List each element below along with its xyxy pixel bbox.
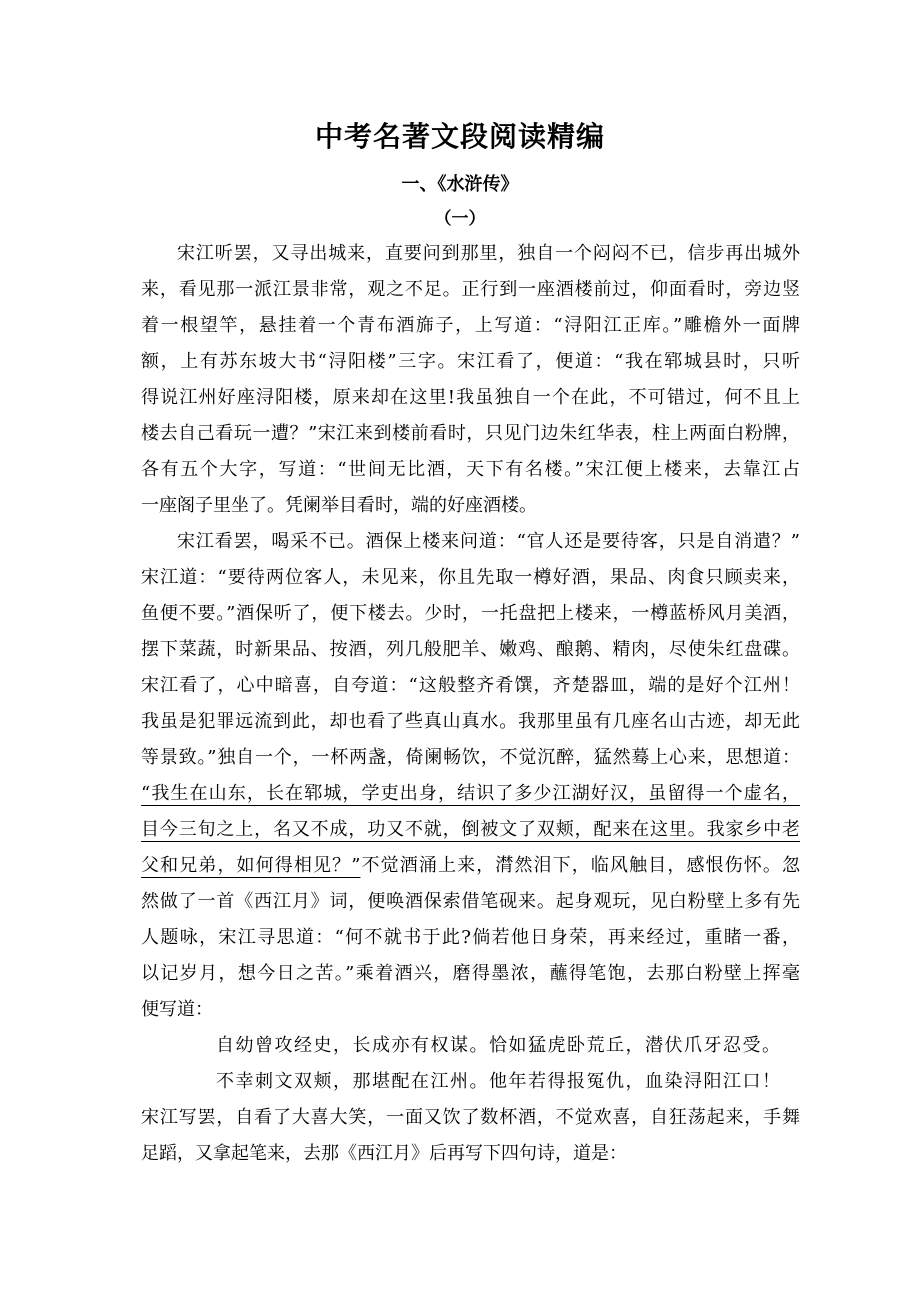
text-line [141,564,800,600]
text-line [141,384,800,420]
text-line [141,348,800,384]
text-span: 然做了一首《西江月》词，便唤酒保索借笔砚来。起身观玩，见白粉壁上多有先 [141,891,800,912]
text-line [141,960,800,996]
text-line [141,1140,800,1176]
text-line [141,240,800,276]
text-span: 各有五个大字，写道：“世间无比酒，天下有名楼。”宋江便上楼来，去靠江占 [141,459,800,480]
text-span: 宋江道：“要待两位客人，未见来，你且先取一樽好酒，果品、肉食只顾卖来， [141,567,800,588]
text-span: 鱼便不要。”酒保听了，便下楼去。少时，一托盘把上楼来，一樽蓝桥风月美酒， [141,603,800,624]
text-span: 不觉酒涌上来，潸然泪下，临风触目，感恨伤怀。忽 [360,855,801,876]
text-line [141,1032,800,1068]
text-span: 不幸刺文双颊，那堪配在江州。他年若得报冤仇，血染浔阳江口！ [216,1071,782,1092]
text-line [141,528,800,564]
text-span: 宋江看了，心中暗喜，自夸道：“这般整齐肴馔，齐楚器皿，端的是好个江州！ [141,675,800,696]
text-span: 宋江看罢，喝采不已。酒保上楼来问道：“官人还是要待客，只是自消遣？” [177,531,800,552]
text-span: 来，看见那一派江景非常，观之不足。正行到一座酒楼前过，仰面看时，旁边竖 [141,279,800,300]
underlined-text: 目今三旬之上，名又不成，功又不就，倒被文了双颊，配来在这里。我家乡中老 [141,819,800,840]
text-span: 额，上有苏东坡大书“浔阳楼”三字。宋江看了，便道：“我在郓城县时，只听 [141,351,800,372]
text-span: 自幼曾攻经史，长成亦有权谋。恰如猛虎卧荒丘，潜伏爪牙忍受。 [216,1035,782,1056]
chapter-heading: 一、《水浒传》 [401,174,519,195]
text-line [141,924,800,960]
text-span: 宋江写罢，自看了大喜大笑，一面又饮了数杯酒，不觉欢喜，自狂荡起来，手舞 [141,1107,800,1128]
text-line [141,276,800,312]
text-line [141,744,800,780]
text-span: 以记岁月，想今日之苦。”乘着酒兴，磨得墨浓，蘸得笔饱，去那白粉壁上挥毫 [141,963,800,984]
text-span: 便写道： [141,999,213,1020]
text-span: 宋江听罢，又寻出城来，直要问到那里，独自一个闷闷不已，信步再出城外 [177,243,800,264]
underlined-text: 父和兄弟，如何得相见？” [141,855,361,876]
text-span: 摆下菜蔬，时新果品、按酒，列几般肥羊、嫩鸡、酿鹅、精肉，尽使朱红盘碟。 [141,639,800,660]
text-line [141,492,800,528]
section-number: （一） [434,209,486,229]
text-line [141,1068,800,1104]
text-line [141,636,800,672]
text-span: 着一根望竿，悬挂着一个青布酒旆子，上写道：“浔阳江正库。”雕檐外一面牌 [141,315,800,336]
text-line [141,888,800,924]
text-line [141,816,800,852]
underlined-text: “我生在山东，长在郓城，学吏出身，结识了多少江湖好汉，虽留得一个虚名， [141,783,800,804]
text-line [141,456,800,492]
text-line [141,1104,800,1140]
text-span: 楼去自己看玩一遭？”宋江来到楼前看时，只见门边朱红华表，柱上两面白粉牌， [141,423,800,444]
text-span: 得说江州好座浔阳楼，原来却在这里!我虽独自一个在此，不可错过，何不且上 [141,387,800,408]
text-span: 人题咏，宋江寻思道：“何不就书于此?倘若他日身荣，再来经过，重睹一番， [141,927,800,948]
text-span: 等景致。”独自一个，一杯两盏，倚阑畅饮，不觉沉醉，猛然蓦上心来，思想道： [141,747,800,768]
text-line [141,780,800,816]
text-line [141,420,800,456]
text-span: 我虽是犯罪远流到此，却也看了些真山真水。我那里虽有几座名山古迹，却无此 [141,711,800,732]
text-line [141,312,800,348]
document-body [141,240,800,1176]
text-span: 一座阁子里坐了。凭阑举目看时，端的好座酒楼。 [141,495,537,516]
text-line [141,672,800,708]
text-line [141,996,800,1032]
text-line [141,600,800,636]
document-title: 中考名著文段阅读精编 [314,120,605,153]
text-line [141,708,800,744]
text-span: 足蹈，又拿起笔来，去那《西江月》后再写下四句诗，道是： [141,1143,627,1164]
text-line [141,852,800,888]
